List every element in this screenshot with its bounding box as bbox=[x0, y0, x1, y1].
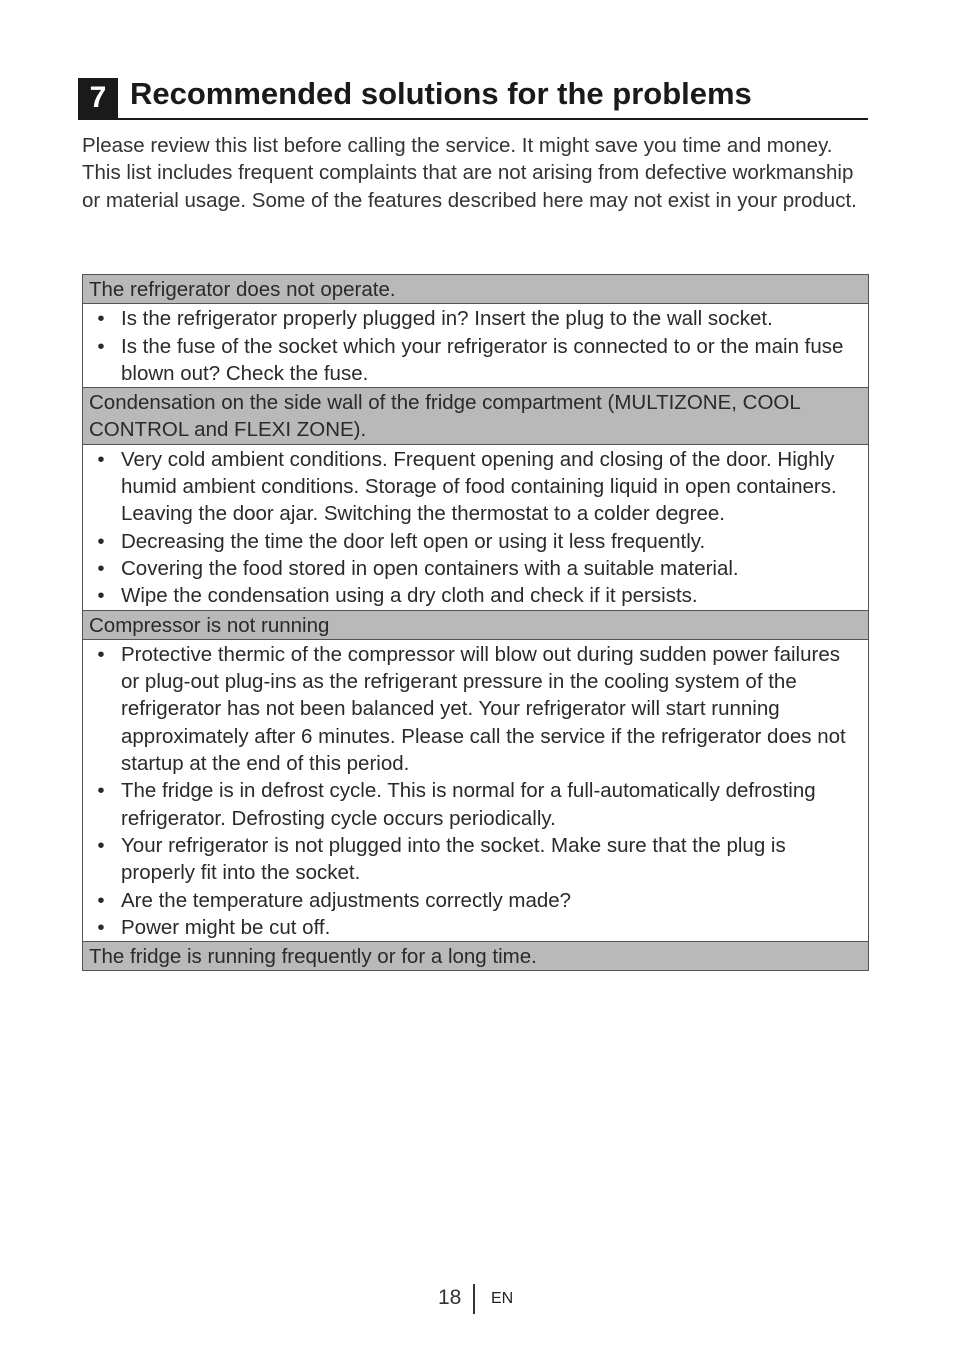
bullet-icon: • bbox=[97, 779, 105, 803]
solution-item bbox=[89, 305, 862, 332]
solution-list bbox=[83, 640, 868, 942]
bullet-icon: • bbox=[97, 888, 105, 912]
bullet-icon: • bbox=[97, 334, 105, 358]
solution-item bbox=[89, 641, 862, 777]
solution-text: Covering the food stored in open containers with a suitable material. bbox=[121, 556, 739, 580]
page-number: 18 bbox=[438, 1286, 462, 1309]
intro-paragraph: Please review this list before calling the service. It might save you time and money. This list includes frequent complaints that are not arising from defective workmanship or material usage. Some of the features described here may not exist in your product. bbox=[82, 134, 857, 212]
bullet-icon: • bbox=[97, 529, 105, 553]
solution-text: Are the temperature adjustments correctly made? bbox=[121, 888, 572, 912]
solution-item bbox=[89, 887, 862, 914]
solution-text: Is the refrigerator properly plugged in? Insert the plug to the wall socket. bbox=[121, 307, 773, 331]
solution-item bbox=[89, 555, 862, 582]
footer-divider bbox=[473, 1284, 475, 1314]
section-header bbox=[78, 76, 868, 120]
solution-text: Decreasing the time the door left open or using it less frequently. bbox=[121, 529, 706, 553]
solution-item bbox=[89, 832, 862, 887]
solution-item bbox=[89, 446, 862, 528]
solution-item bbox=[89, 333, 862, 388]
bullet-icon: • bbox=[97, 556, 105, 580]
bullet-icon: • bbox=[97, 833, 105, 857]
solution-text: The fridge is in defrost cycle. This is normal for a full-automatically defrosting refrigerator. Defrosting cycle occurs periodically. bbox=[121, 779, 816, 830]
problem-header: The fridge is running frequently or for a long time. bbox=[83, 942, 868, 970]
solution-text: Very cold ambient conditions. Frequent opening and closing of the door. Highly humid ambient conditions. Storage of food containing liquid in open containers. Leaving the door ajar. Switching the thermostat to a colder degree. bbox=[121, 447, 837, 526]
solution-text: Your refrigerator is not plugged into the socket. Make sure that the plug is properly fit into the socket. bbox=[121, 833, 786, 885]
problem-header: The refrigerator does not operate. bbox=[83, 275, 868, 304]
solution-text: Protective thermic of the compressor will blow out during sudden power failures or plug-out plug-ins as the refrigerant pressure in the cooling system of the refrigerator has not been balanced yet. Your refrigerator will start running approximately after 6 minutes. Please call the service if the refrigerator does not startup at the end of this period. bbox=[121, 642, 846, 776]
solution-text: Power might be cut off. bbox=[121, 915, 331, 939]
bullet-icon: • bbox=[97, 915, 105, 939]
solution-list bbox=[83, 304, 868, 388]
bullet-icon: • bbox=[97, 307, 105, 331]
solution-text: Wipe the condensation using a dry cloth and check if it persists. bbox=[121, 584, 698, 608]
solution-item bbox=[89, 777, 862, 832]
solution-text: Is the fuse of the socket which your refrigerator is connected to or the main fuse blown out? Check the fuse. bbox=[121, 334, 844, 385]
section-title: Recommended solutions for the problems bbox=[130, 76, 752, 111]
solution-list bbox=[83, 445, 868, 611]
solution-item bbox=[89, 582, 862, 609]
bullet-icon: • bbox=[97, 584, 105, 608]
problem-header: Compressor is not running bbox=[83, 611, 868, 640]
bullet-icon: • bbox=[97, 447, 105, 471]
problems-table bbox=[82, 274, 869, 971]
bullet-icon: • bbox=[97, 642, 105, 666]
solution-item bbox=[89, 914, 862, 941]
section-number-badge: 7 bbox=[78, 78, 118, 118]
page-footer bbox=[0, 1284, 954, 1316]
solution-item bbox=[89, 528, 862, 555]
language-code: EN bbox=[491, 1290, 514, 1307]
problem-header: Condensation on the side wall of the fridge compartment (MULTIZONE, COOL CONTROL and FLEXI ZONE). bbox=[83, 388, 868, 445]
